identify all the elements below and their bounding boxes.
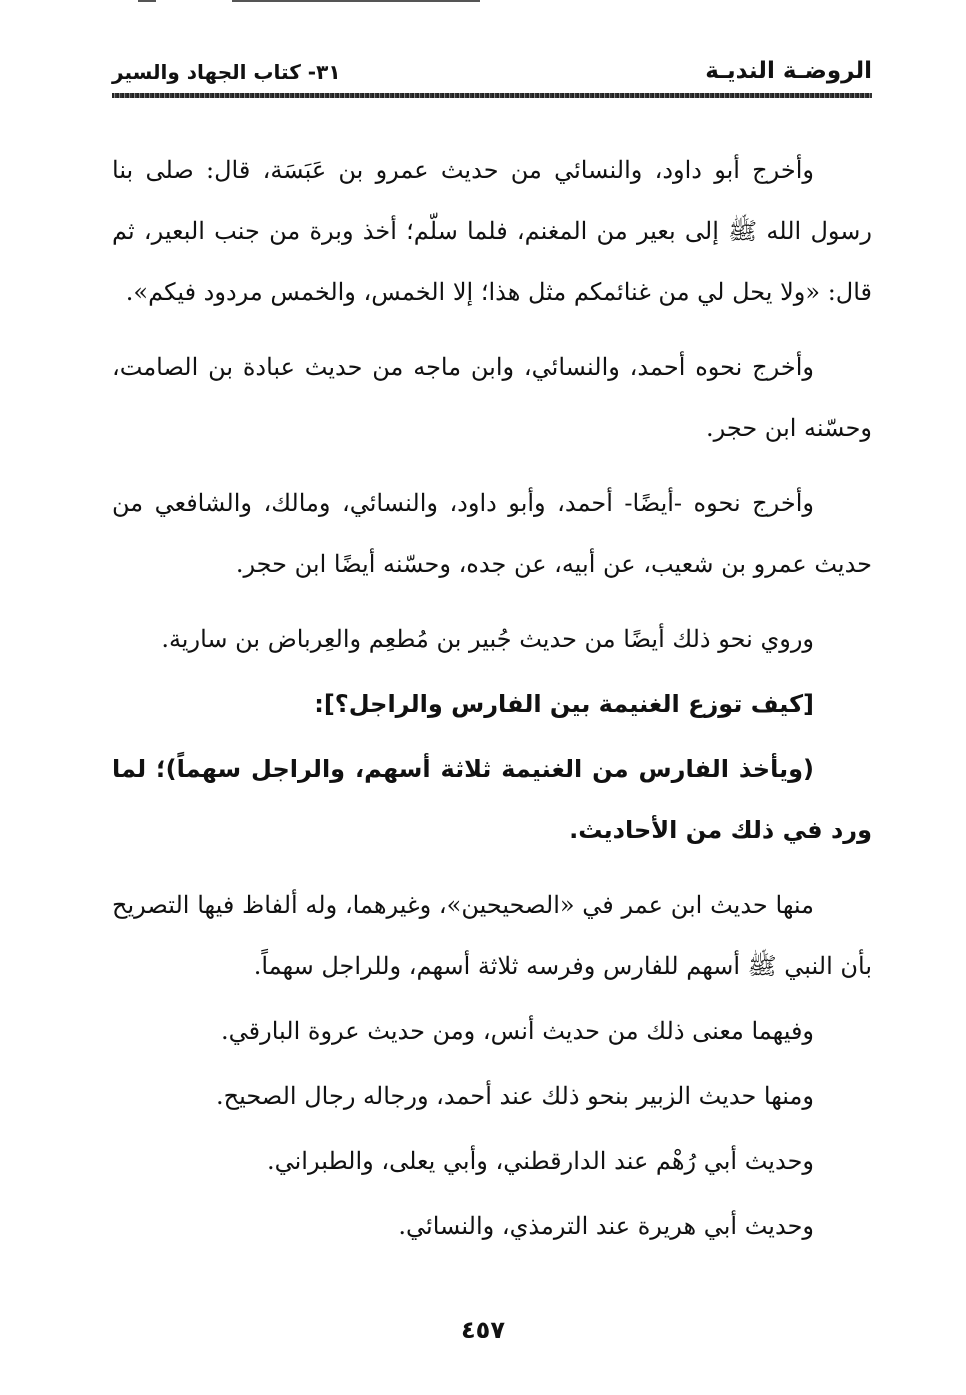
paragraph-zubayr: ومنها حديث الزبير بنحو ذلك عند أحمد، ورجاله رجال الصحيح. (215, 1082, 814, 1110)
paragraph-abu-hurayra: وحديث أبي هريرة عند الترمذي، والنسائي. (398, 1212, 814, 1240)
paragraph-ubada: وأخرج نحوه أحمد، والنسائي، وابن ماجه من حديث عبادة بن الصامت، وحسّنه ابن حجر. (112, 353, 872, 442)
chapter-title: ٣١- كتاب الجهاد والسير (112, 60, 341, 84)
page-number: ٤٥٧ (461, 1316, 505, 1344)
paragraph-amr-ibn-shuayb: وأخرج نحوه -أيضًا- أحمد، وأبو داود، والنسائي، ومالك، والشافعي من حديث عمرو بن شعيب، عن أبيه، عن جده، وحسّنه أيضًا ابن حجر. (112, 489, 872, 578)
book-title: الروضـة النديـة (705, 58, 872, 84)
header-divider (112, 93, 872, 98)
paragraph-anas-urwa: وفيهما معنى ذلك من حديث أنس، ومن حديث عروة البارقي. (221, 1017, 814, 1045)
paragraph-jubayr: وروي نحو ذلك أيضًا من حديث جُبير بن مُطعِم والعِرباض بن سارية. (161, 625, 814, 653)
paragraph-fares-rajil: (ويأخذ الفارس من الغنيمة ثلاثة أسهم، والراجل سهماً)؛ لما ورد في ذلك من الأحاديث. (112, 755, 872, 844)
page-header (112, 58, 872, 98)
page-body (112, 140, 872, 1261)
scan-edge-mark (232, 0, 480, 2)
section-heading: [كيف توزع الغنيمة بين الفارس والراجل؟]: (314, 690, 814, 718)
paragraph-ibn-umar: منها حديث ابن عمر في «الصحيحين»، وغيرهما، وله ألفاظ فيها التصريح بأن النبي ﷺ أسهم للفارس وفرسه ثلاثة أسهم، وللراجل سهماً. (112, 891, 872, 980)
scan-edge-mark (138, 0, 156, 2)
paragraph-abu-ruhm: وحديث أبي رُهْم عند الدارقطني، وأبي يعلى، والطبراني. (266, 1147, 814, 1175)
paragraph-amr-ibn-abasa: وأخرج أبو داود، والنسائي من حديث عمرو بن عَبَسَة، قال: صلى بنا رسول الله ﷺ إلى بعير من المغنم، فلما سلّم؛ أخذ وبرة من جنب البعير، ثم قال: «ولا يحل لي من غنائمكم مثل هذا؛ إلا الخمس، والخمس مردود فيكم». (112, 156, 872, 306)
